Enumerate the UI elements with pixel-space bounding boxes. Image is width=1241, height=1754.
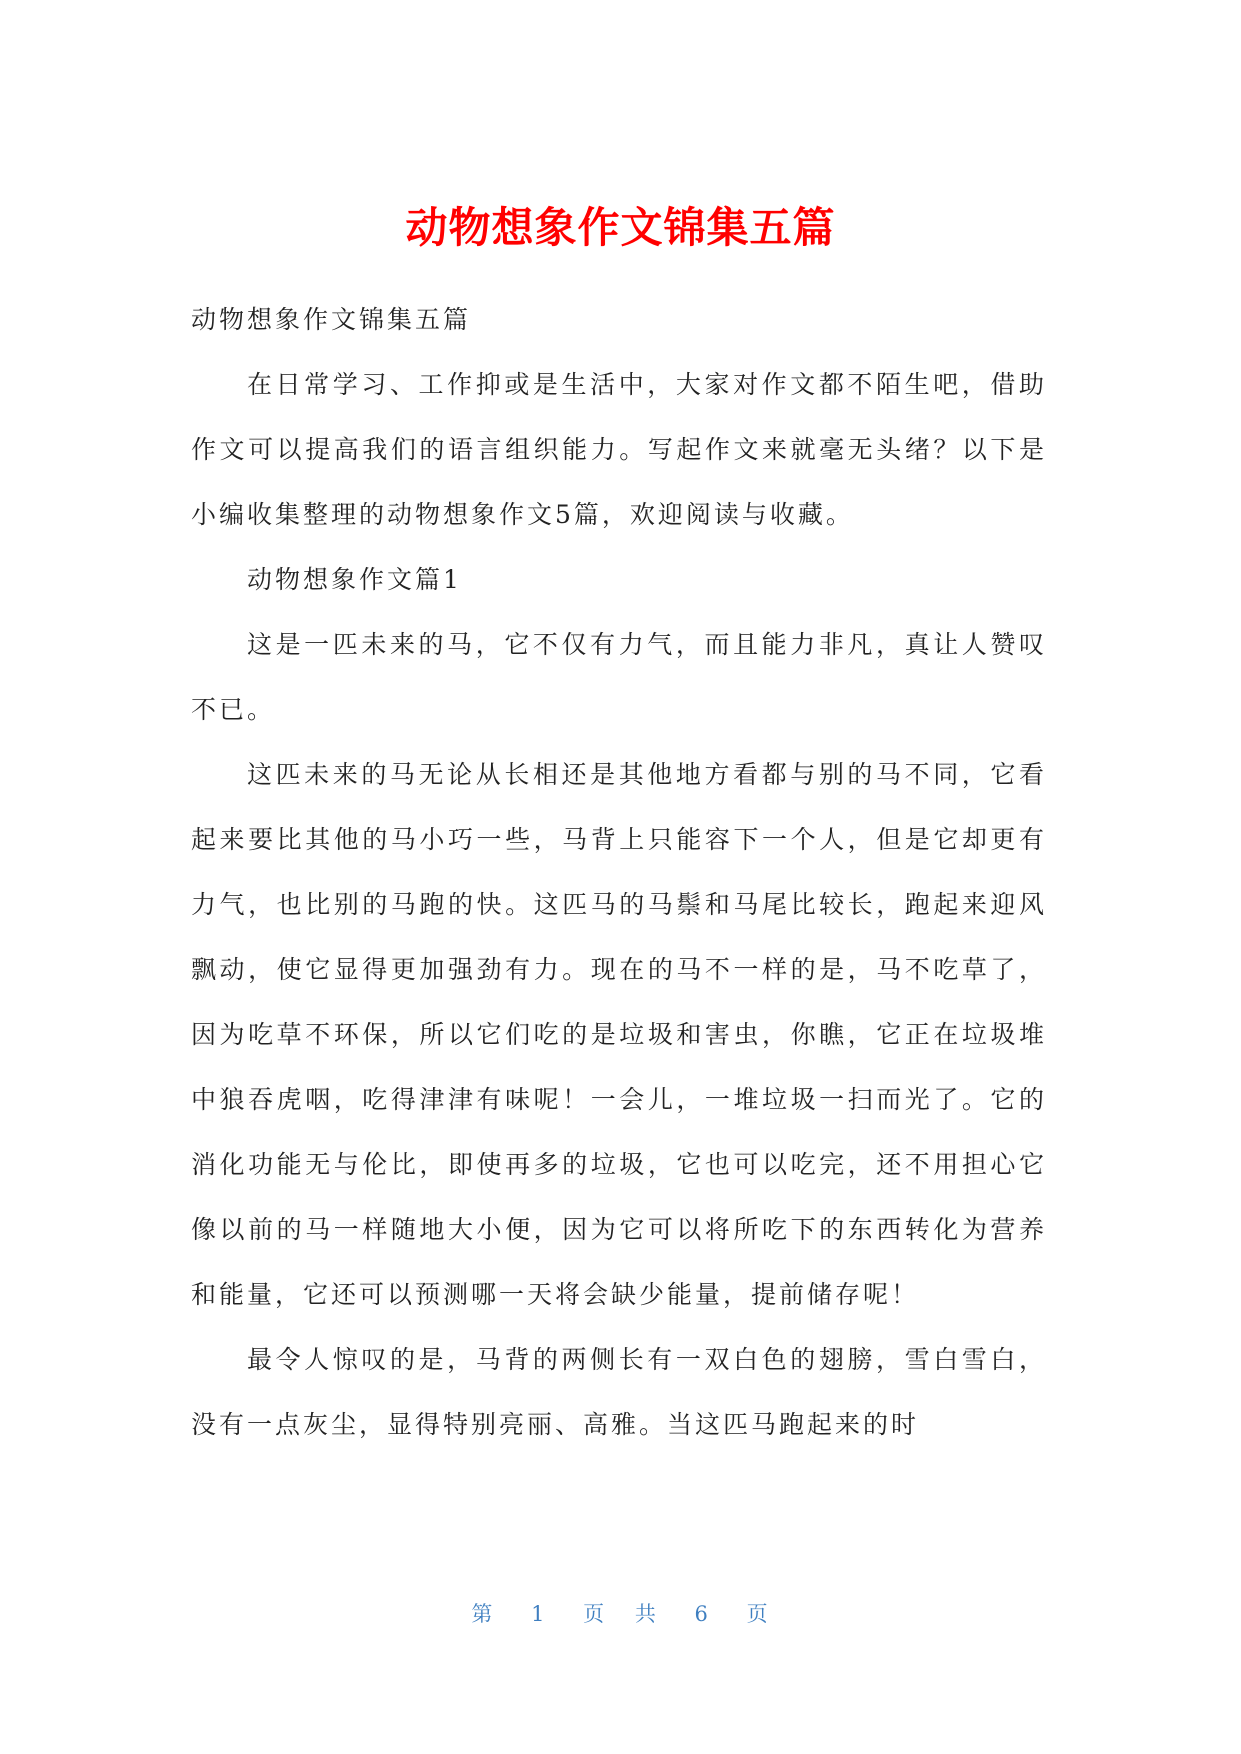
section-heading: 动物想象作文篇1 [247,565,462,594]
page-title: 动物想象作文锦集五篇 [405,203,836,252]
footer-suffix: 页 [746,1602,770,1626]
page-footer [0,1598,1241,1628]
paragraph: 这是一匹未来的马，它不仅有力气，而且能力非凡，真让人赞叹不已。 [191,630,1047,724]
paragraph: 最令人惊叹的是，马背的两侧长有一双白色的翅膀，雪白雪白，没有一点灰尘，显得特别亮丽、高雅。当这匹马跑起来的时 [191,1345,1047,1439]
paragraph-intro: 在日常学习、工作抑或是生活中，大家对作文都不陌生吧，借助作文可以提高我们的语言组织能力。写起作文来就毫无头绪？以下是小编收集整理的动物想象作文5篇，欢迎阅读与收藏。 [191,370,1047,529]
footer-current-page: 1 [531,1602,547,1626]
footer-middle: 页 共 [583,1602,658,1626]
paragraph-subtitle: 动物想象作文锦集五篇 [191,305,472,334]
document-body [191,287,1047,1457]
paragraph: 这匹未来的马无论从长相还是其他地方看都与别的马不同，它看起来要比其他的马小巧一些，马背上只能容下一个人，但是它却更有力气，也比别的马跑的快。这匹马的马鬃和马尾比较长，跑起来迎风飘动，使它显得更加强劲有力。现在的马不一样的是，马不吃草了，因为吃草不环保，所以它们吃的是垃圾和害虫，你瞧，它正在垃圾堆中狼吞虎咽，吃得津津有味呢！一会儿，一堆垃圾一扫而光了。它的消化功能无与伦比，即使再多的垃圾，它也可以吃完，还不用担心它像以前的马一样随地大小便，因为它可以将所吃下的东西转化为营养和能量，它还可以预测哪一天将会缺少能量，提前储存呢！ [191,760,1047,1309]
footer-total-pages: 6 [694,1602,710,1626]
footer-prefix: 第 [471,1602,495,1626]
